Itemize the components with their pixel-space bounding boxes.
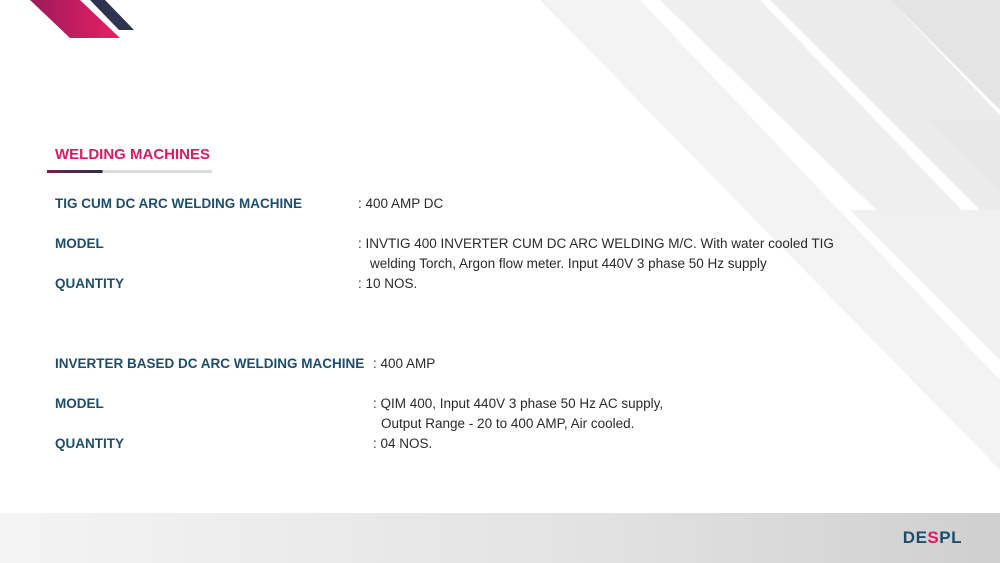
machine-1-name-value: : 400 AMP DC [358,196,444,211]
machine-1-model-line-2: welding Torch, Argon flow meter. Input 440V 3 phase 50 Hz supply [370,256,767,271]
machine-2-model-line-1: : QIM 400, Input 440V 3 phase 50 Hz AC supply, [373,396,664,411]
logo-part-2: S [927,528,940,547]
machine-2-quantity-label: QUANTITY [55,436,124,451]
machine-1-quantity-label: QUANTITY [55,276,124,291]
machine-1-model-line-1: : INVTIG 400 INVERTER CUM DC ARC WELDING M/C. With water cooled TIG [358,236,834,251]
footer-bar [0,513,1000,563]
machine-1-model-label: MODEL [55,236,104,251]
title-underline [47,170,212,173]
machine-2-model-label: MODEL [55,396,104,411]
machine-2-name-value: : 400 AMP [373,356,436,371]
section-title: WELDING MACHINES [55,146,210,163]
despl-logo [903,528,962,548]
logo-part-1: DE [902,528,928,547]
machine-2-model-line-2: Output Range - 20 to 400 AMP, Air cooled. [381,416,635,431]
logo-part-3: PL [939,528,962,547]
machine-1-model-value [358,234,834,274]
machine-2-name-label: INVERTER BASED DC ARC WELDING MACHINE [55,356,365,371]
machine-2-quantity-value: : 04 NOS. [373,436,433,451]
machine-1-name-label: TIG CUM DC ARC WELDING MACHINE [55,196,302,211]
machine-2-model-value [373,394,663,434]
machine-1-quantity-value: : 10 NOS. [358,276,418,291]
